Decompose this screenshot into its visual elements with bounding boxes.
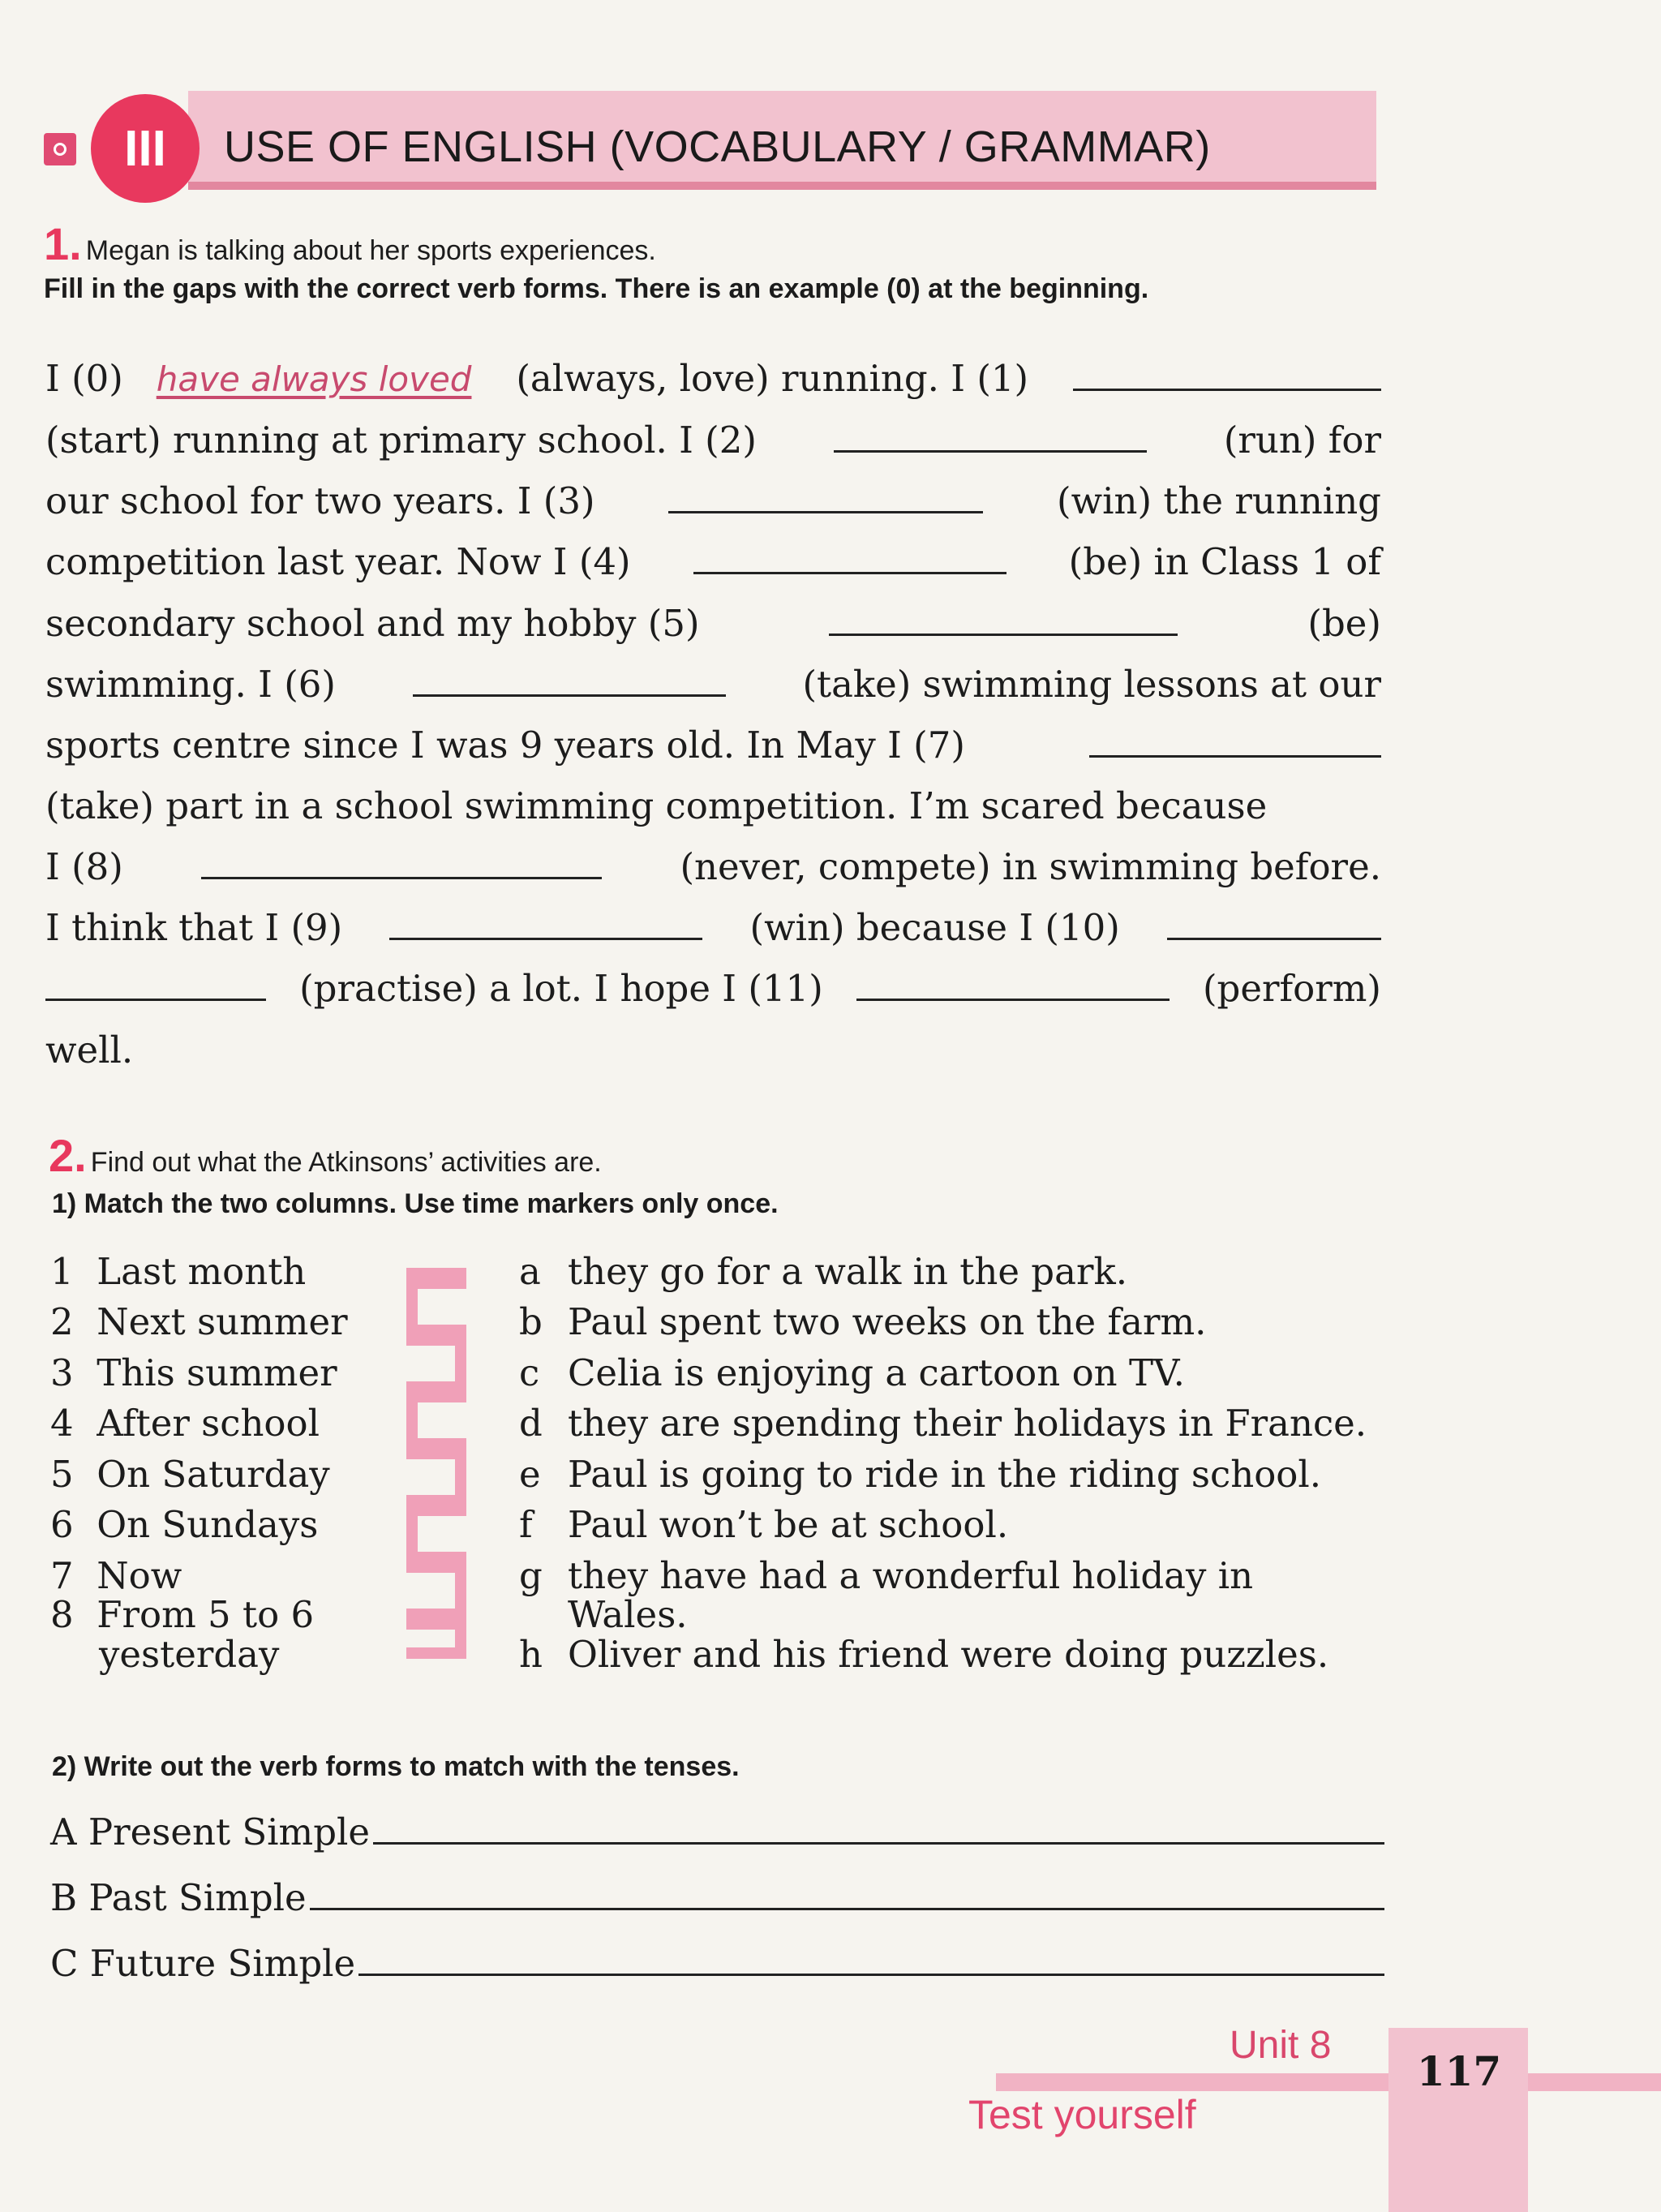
section-title: USE OF ENGLISH (VOCABULARY / GRAMMAR) xyxy=(224,122,1211,171)
section-badge-icon xyxy=(44,133,76,165)
answer-line-future-simple[interactable] xyxy=(358,1944,1384,1976)
time-marker-5: 5 On Saturday xyxy=(50,1453,330,1496)
time-marker-7: 7 Now xyxy=(50,1554,182,1597)
exercise-1-instruction: Fill in the gaps with the correct verb forms. There is an example (0) at the beginning. xyxy=(44,273,1149,304)
exercise-intro: Find out what the Atkinsons’ activities are. xyxy=(90,1147,602,1178)
paragraph-line: (take) part in a school swimming competition. I’m scared because xyxy=(45,784,1268,827)
gap-7[interactable] xyxy=(1089,728,1381,758)
gap-8[interactable] xyxy=(201,849,602,879)
tense-future-simple: C Future Simple xyxy=(50,1942,1384,1985)
gap-6[interactable] xyxy=(413,667,726,697)
gap-2[interactable] xyxy=(834,423,1147,453)
activity-g: g they have had a wonderful holiday in xyxy=(519,1554,1254,1597)
answer-line-present-simple[interactable] xyxy=(373,1813,1384,1845)
paragraph-line: I (0) have always loved (always, love) running. I (1) xyxy=(45,357,1381,406)
exercise-number: 2. xyxy=(49,1130,87,1181)
time-marker-3: 3 This summer xyxy=(50,1351,337,1394)
gap-10[interactable] xyxy=(1167,910,1381,940)
paragraph-line: competition last year. Now I (4) (be) in Class 1 of xyxy=(45,540,1381,583)
paragraph-line: our school for two years. I (3) (win) the running xyxy=(45,479,1381,522)
matching-connector-icon xyxy=(404,1265,491,1671)
page-number: 117 xyxy=(1416,2047,1502,2095)
activity-d: d they are spending their holidays in France. xyxy=(519,1402,1367,1445)
footer-strip xyxy=(996,2073,1661,2091)
activity-e: e Paul is going to ride in the riding school. xyxy=(519,1453,1322,1496)
tense-past-simple: B Past Simple xyxy=(50,1876,1384,1919)
gap-10-continued[interactable] xyxy=(45,971,266,1001)
header-underline xyxy=(188,182,1376,190)
time-marker-1: 1 Last month xyxy=(50,1250,307,1293)
answer-line-past-simple[interactable] xyxy=(310,1879,1384,1910)
time-marker-8: 8 From 5 to 6 xyxy=(50,1593,315,1636)
section-label: Test yourself xyxy=(968,2092,1196,2137)
tense-present-simple: A Present Simple xyxy=(50,1810,1384,1853)
time-marker-4: 4 After school xyxy=(50,1402,320,1445)
time-marker-6: 6 On Sundays xyxy=(50,1503,319,1546)
exercise-1-intro xyxy=(44,217,656,270)
gap-5[interactable] xyxy=(829,606,1178,636)
paragraph-line: swimming. I (6) (take) swimming lessons at our xyxy=(45,663,1381,706)
exercise-intro: Megan is talking about her sports experiences. xyxy=(85,235,656,266)
activity-f: f Paul won’t be at school. xyxy=(519,1503,1009,1546)
section-number: III xyxy=(91,94,200,203)
time-marker-2: 2 Next summer xyxy=(50,1300,348,1343)
example-answer: have always loved xyxy=(156,359,472,399)
exercise-number: 1. xyxy=(44,218,82,269)
paragraph-line: (practise) a lot. I hope I (11) (perform) xyxy=(45,967,1381,1016)
gap-9[interactable] xyxy=(389,910,702,940)
gap-11[interactable] xyxy=(856,971,1170,1001)
activity-a: a they go for a walk in the park. xyxy=(519,1250,1128,1293)
paragraph-line: I (8) (never, compete) in swimming before. xyxy=(45,845,1381,888)
paragraph-line: well. xyxy=(45,1029,134,1072)
paragraph-line: sports centre since I was 9 years old. In May I (7) xyxy=(45,724,1381,772)
gap-4[interactable] xyxy=(693,544,1006,574)
activity-c: c Celia is enjoying a cartoon on TV. xyxy=(519,1351,1185,1394)
paragraph-line: I think that I (9) (win) because I (10) xyxy=(45,906,1381,955)
exercise-2-part-1-instruction: 1) Match the two columns. Use time markers only once. xyxy=(52,1188,779,1219)
paragraph-line: secondary school and my hobby (5) (be) xyxy=(45,602,1381,645)
gap-1[interactable] xyxy=(1073,361,1381,391)
exercise-2-part-2-instruction: 2) Write out the verb forms to match with the tenses. xyxy=(52,1751,740,1782)
activity-b: b Paul spent two weeks on the farm. xyxy=(519,1300,1207,1343)
activity-g-continued: Wales. xyxy=(568,1593,688,1636)
paragraph-line: (start) running at primary school. I (2) (run) for xyxy=(45,419,1381,462)
time-marker-8-continued: yesterday xyxy=(99,1633,280,1676)
unit-label: Unit 8 xyxy=(1230,2024,1332,2067)
exercise-2-intro xyxy=(49,1129,602,1182)
activity-h: h Oliver and his friend were doing puzzles. xyxy=(519,1633,1329,1676)
gap-3[interactable] xyxy=(668,483,983,513)
